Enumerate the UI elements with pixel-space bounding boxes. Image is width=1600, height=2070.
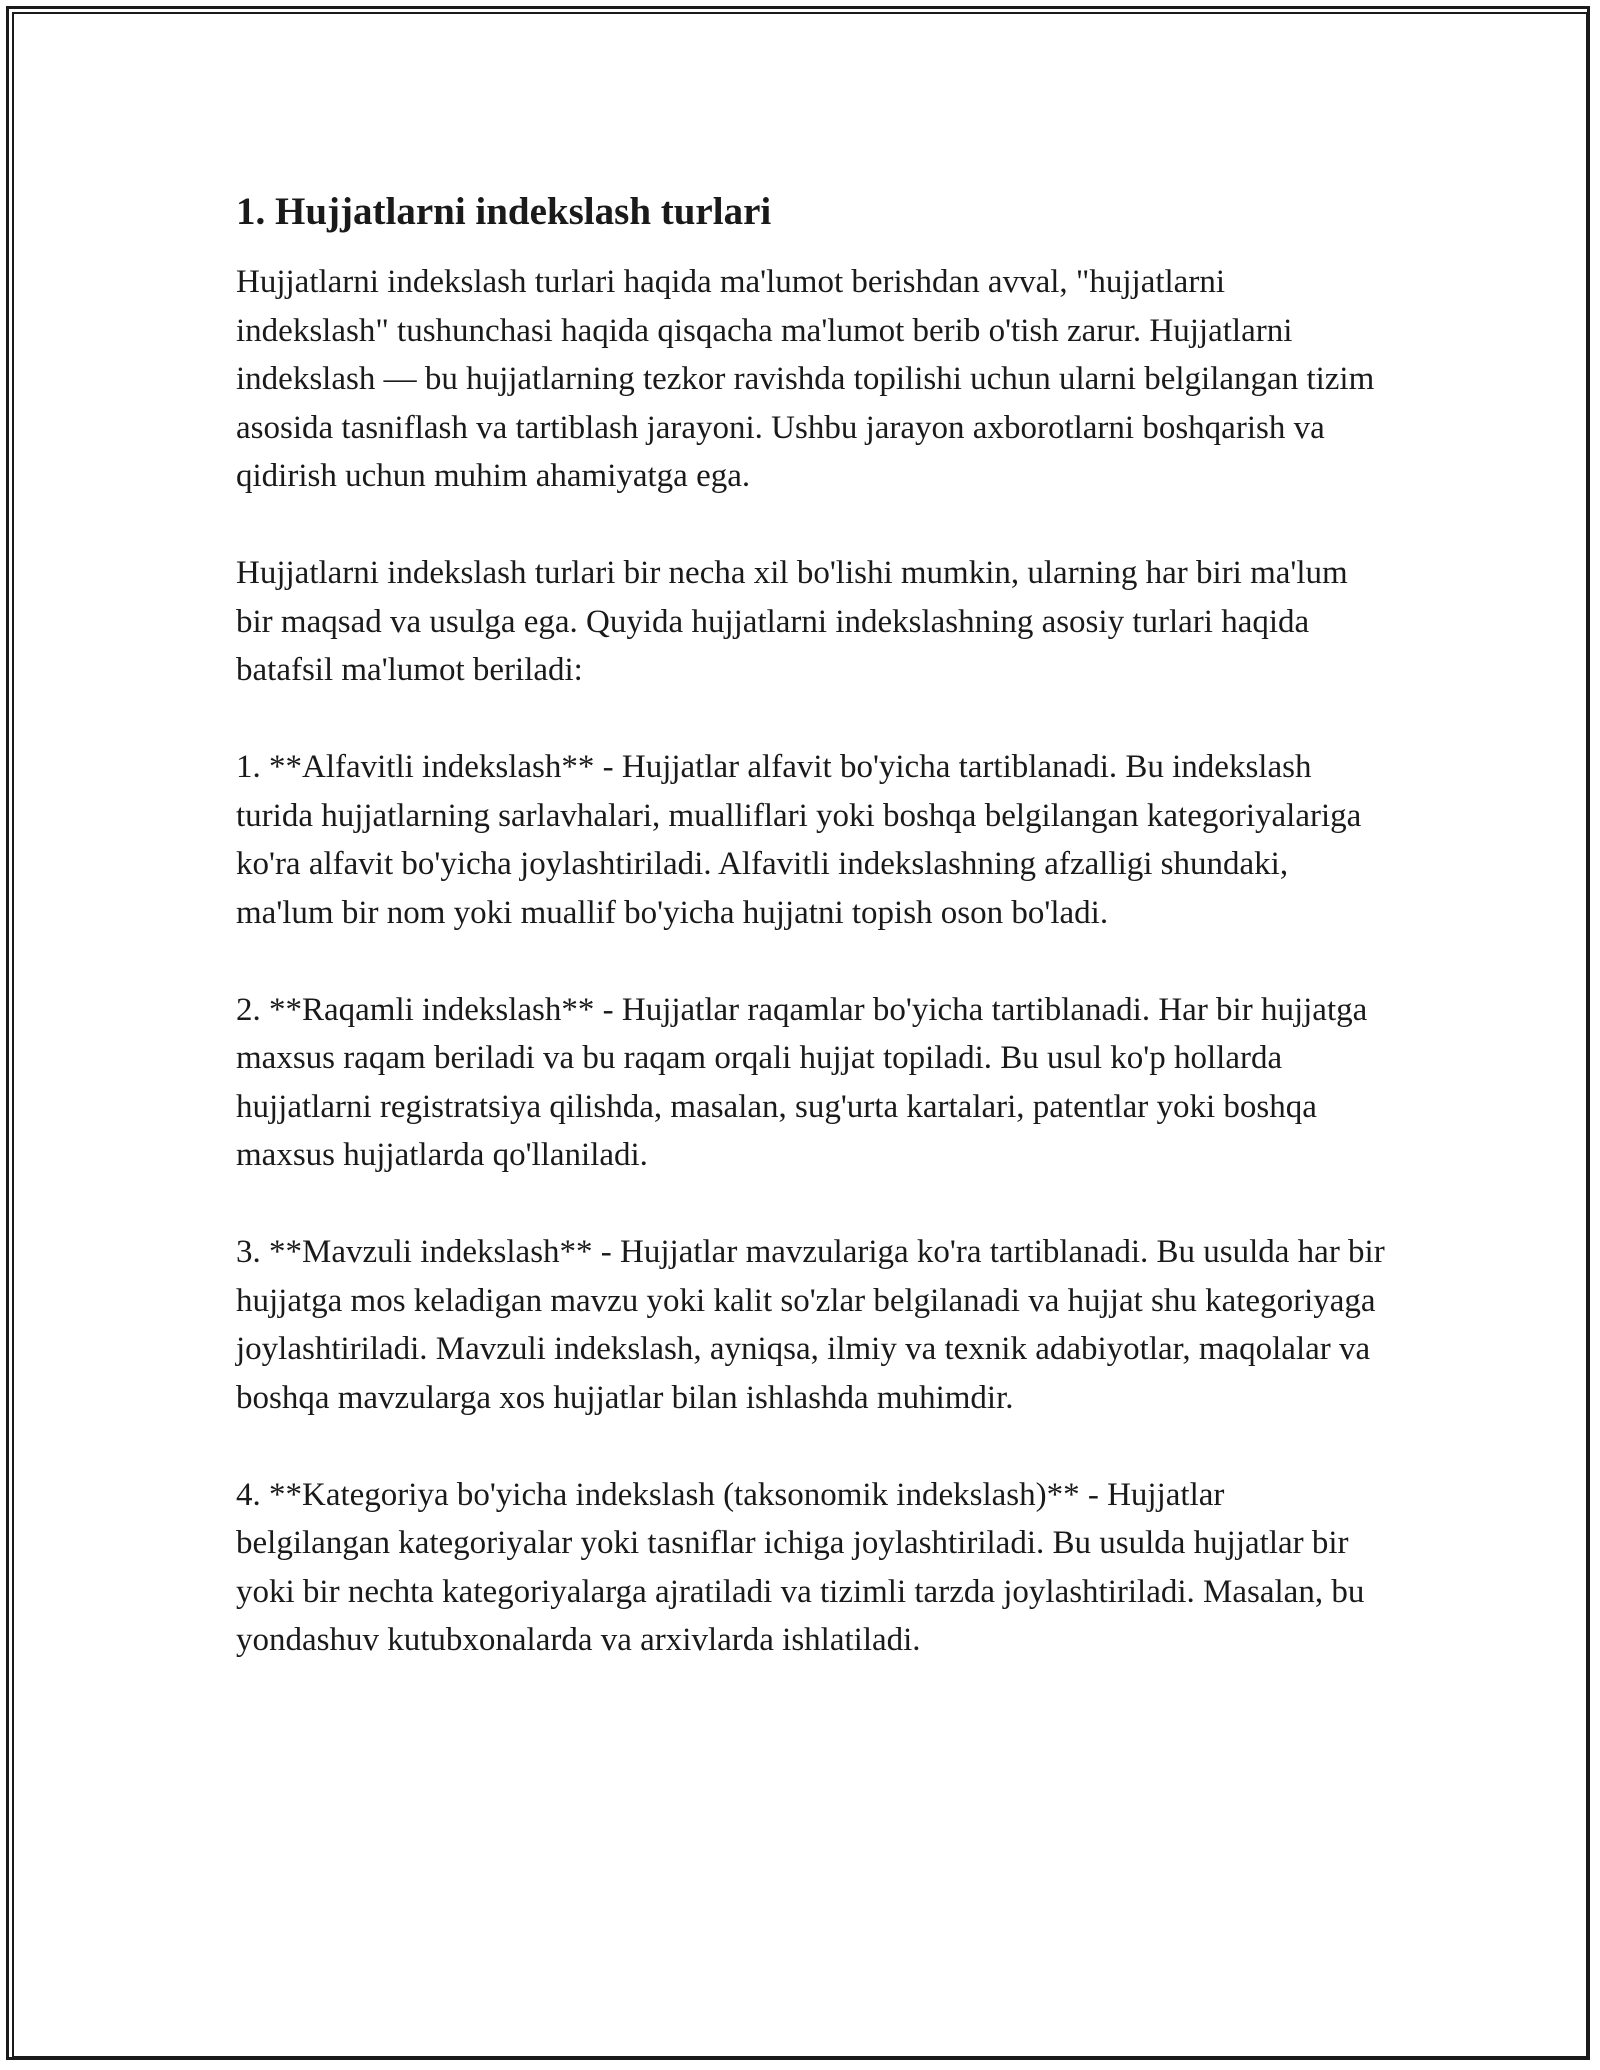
paragraph-overview: Hujjatlarni indekslash turlari bir necha xil bo'lishi mumkin, ularning har biri ma'lum bir maqsad va usulga ega. Quyida hujjatlarni indekslashning asosiy turlari haqida batafsil ma'lumot beriladi:	[236, 555, 1348, 688]
document-body	[236, 188, 1386, 1713]
paragraph-item-3: 3. **Mavzuli indekslash** - Hujjatlar mavzulariga ko'ra tartiblanadi. Bu usulda har bir hujjatga mos keladigan mavzu yoki kalit so'zlar belgilanadi va hujjat shu kategoriyaga joylashtiriladi. Mavzuli indekslash, ayniqsa, ilmiy va texnik adabiyotlar, maqolalar va boshqa mavzularga xos hujjatlar bilan ishlashda muhimdir.	[236, 1234, 1385, 1416]
section-heading: 1. Hujjatlarni indekslash turlari	[236, 190, 772, 233]
paragraph-item-1: 1. **Alfavitli indekslash** - Hujjatlar alfavit bo'yicha tartiblanadi. Bu indekslash turida hujjatlarning sarlavhalari, mualliflari yoki boshqa belgilangan kategoriyalariga ko'ra alfavit bo'yicha joylashtiriladi. Alfavitli indekslashning afzalligi shundaki, ma'lum bir nom yoki muallif bo'yicha hujjatni topish oson bo'ladi.	[236, 749, 1362, 931]
paragraph-item-2: 2. **Raqamli indekslash** - Hujjatlar raqamlar bo'yicha tartiblanadi. Har bir hujjatga maxsus raqam beriladi va bu raqam orqali hujjat topiladi. Bu usul ko'p hollarda hujjatlarni registratsiya qilishda, masalan, sug'urta kartalari, patentlar yoki boshqa maxsus hujjatlarda qo'llaniladi.	[236, 991, 1368, 1173]
paragraph-intro: Hujjatlarni indekslash turlari haqida ma'lumot berishdan avval, "hujjatlarni indekslash" tushunchasi haqida qisqacha ma'lumot berib o'tish zarur. Hujjatlarni indekslash — bu hujjatlarning tezkor ravishda topilishi uchun ularni belgilangan tizim asosida tasniflash va tartiblash jarayoni. Ushbu jarayon axborotlarni boshqarish va qidirish uchun muhim ahamiyatga ega.	[236, 264, 1375, 494]
paragraph-item-4: 4. **Kategoriya bo'yicha indekslash (taksonomik indekslash)** - Hujjatlar belgilangan kategoriyalar yoki tasniflar ichiga joylashtiriladi. Bu usulda hujjatlar bir yoki bir nechta kategoriyalarga ajratiladi va tizimli tarzda joylashtiriladi. Masalan, bu yondashuv kutubxonalarda va arxivlarda ishlatiladi.	[236, 1476, 1365, 1658]
